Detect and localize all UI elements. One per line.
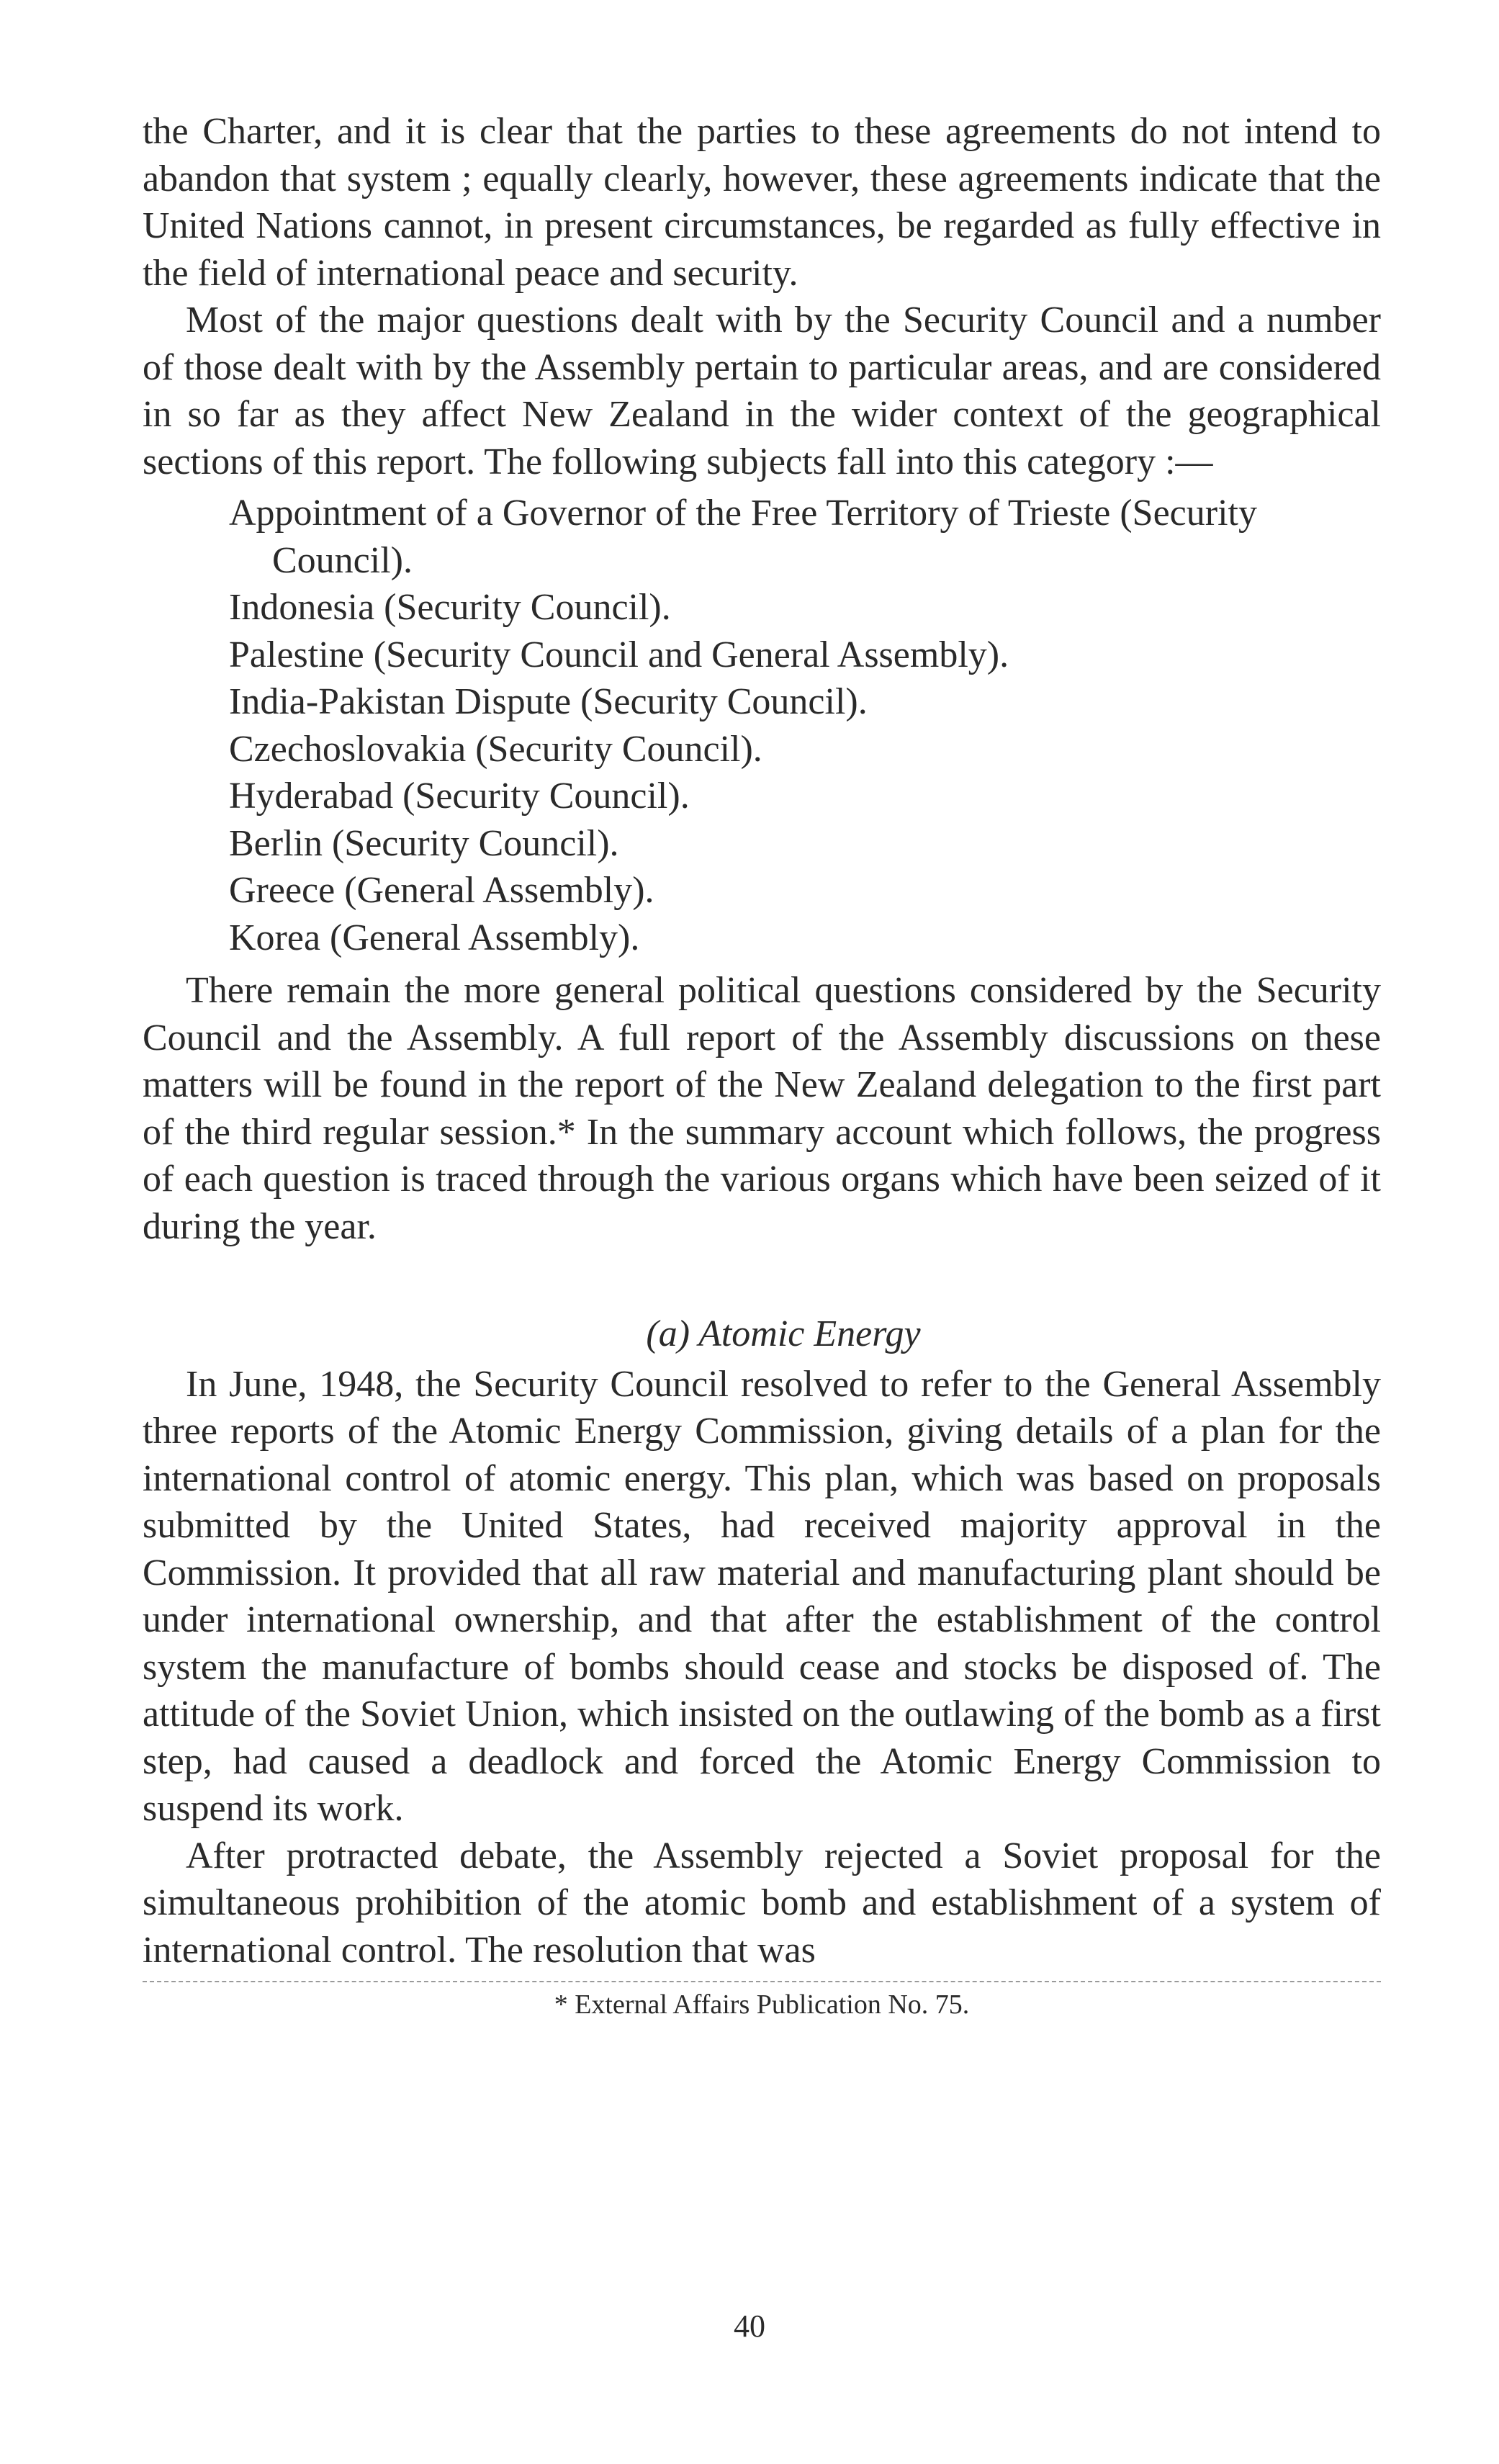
list-item: Hyderabad (Security Council). — [229, 775, 690, 817]
section-heading-title: Atomic Energy — [698, 1313, 921, 1354]
section-heading — [143, 1310, 1381, 1358]
paragraph-general-questions: There remain the more general political questions considered by the Security Council and the Assembly. A full report of the Assembly discussions on these matters will be found in the report of the New Zealand delegation to the first part of the third regular session.* In the summary account which follows, the progress of each question is traced through the various organs which have been seized of it during the year. — [143, 970, 1381, 1247]
list-item: India-Pakistan Dispute (Security Council). — [229, 681, 868, 722]
footnote: * External Affairs Publication No. 75. — [554, 1989, 970, 2020]
paragraph-soviet-proposal: After protracted debate, the Assembly rejected a Soviet proposal for the simultaneous prohibition of the atomic bomb and establishment of a system of international control. The resolution that was — [143, 1835, 1381, 1971]
footnote-rule — [143, 1981, 1381, 1982]
paragraph-major-questions: Most of the major questions dealt with by the Security Council and a number of those dealt with by the Assembly pertain to particular areas, and are considered in so far as they affect New Zealand in the wider context of the geographical sections of this report. The following subjects fall into this category :— — [143, 300, 1381, 482]
list-item: Czechoslovakia (Security Council). — [229, 728, 762, 770]
list-item: Indonesia (Security Council). — [229, 587, 671, 628]
list-item: Palestine (Security Council and General Assembly). — [229, 634, 1009, 675]
subjects-list — [143, 490, 1381, 961]
page-number: 40 — [734, 2308, 765, 2344]
paragraph-charter: the Charter, and it is clear that the parties to these agreements do not intend to abandon that system ; equally clearly, however, these agreements indicate that the United Nations cannot, in present circumstances, be regarded as fully effective in the field of international peace and security. — [143, 111, 1381, 294]
list-item: Greece (General Assembly). — [229, 870, 654, 911]
section-heading-marker: (a) — [646, 1313, 690, 1354]
paragraph-atomic-energy: In June, 1948, the Security Council resolved to refer to the General Assembly three reports of the Atomic Energy Commission, giving details of a plan for the international control of atomic energy. This plan, which was based on proposals submitted by the United States, had received majority approval in the Commission. It provided that all raw material and manufacturing plant should be under international ownership, and that after the establishment of the control system the manufacture of bombs should cease and stocks be disposed of. The attitude of the Soviet Union, which insisted on the outlawing of the bomb as a first step, had caused a deadlock and forced the Atomic Energy Commission to suspend its work. — [143, 1363, 1381, 1829]
list-item: Appointment of a Governor of the Free Territory of Trieste (Security Council). — [229, 493, 1257, 581]
list-item: Berlin (Security Council). — [229, 822, 619, 864]
document-page — [143, 108, 1381, 2023]
list-item: Korea (General Assembly). — [229, 917, 640, 958]
